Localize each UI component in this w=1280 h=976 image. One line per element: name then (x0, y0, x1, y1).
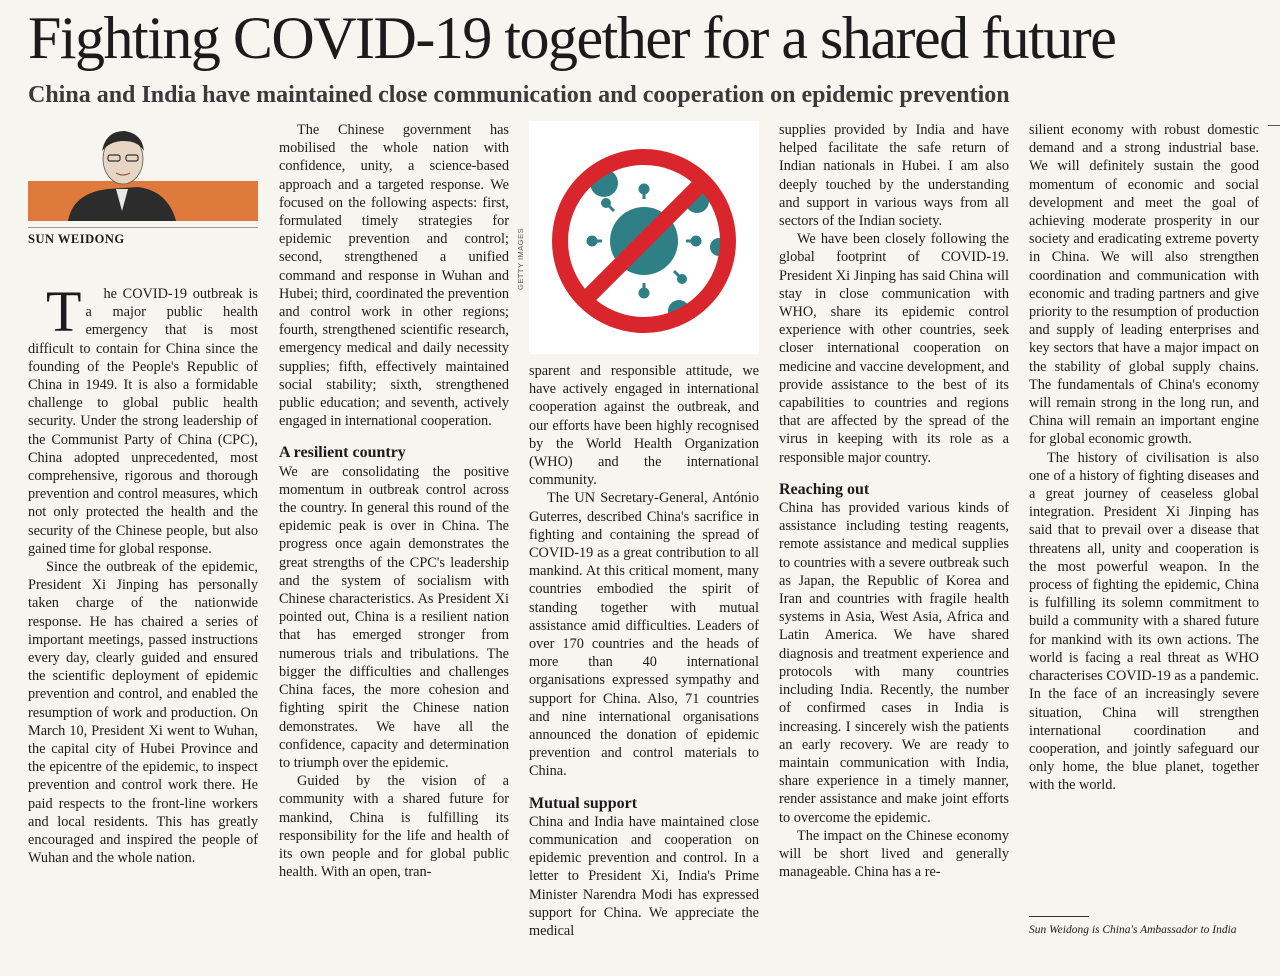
column-5 (1029, 121, 1259, 795)
column-4 (779, 121, 1009, 881)
paragraph: The history of civilisation is also one of a history of fighting diseases and a great journey of ceaseless global integration. President Xi Jinping has said that to prevail over a disease that threatens all, unity and cooperation is the most powerful weapon. In the process of fighting the epidemic, China is fulfilling its solemn commitment to build a community with a shared future for mankind with its own actions. The world is facing a real threat as WHO characterises COVID-19 as a pandemic. In the face of an increasingly severe situation, China will strengthen international coordination and cooperation, and jointly safeguard our only home, the blue planet, together with the world. (1029, 449, 1259, 794)
section-heading: Mutual support (529, 794, 638, 812)
photo-credit: GETTY IMAGES (516, 227, 525, 290)
paragraph: silient economy with robust domestic demand and a strong industrial base. We will definitely sustain the good momentum of economic and social development and meet the goal of achieving moderate prosperity in our society and eradicating extreme poverty in China. We will also strengthen coordination and communication with economic and trading partners and give priority to the resumption of production and supply of leading enterprises and key sectors that have a major impact on the stability of global supply chains. The fundamentals of China's economy will remain strong in the long run, and China will remain an important engine for global economic growth. (1029, 122, 1259, 448)
author-byline: SUN WEIDONG (28, 232, 125, 246)
drop-cap: T (46, 279, 82, 344)
paragraph: T he COVID-19 outbreak is a major public health emergency that is most difficult to contain for China since the founding of the People's Republic of China in 1949. It is also a formidable challenge to global public health security. Under the strong leadership of the Communist Party of China (CPC), China adopted unprecedented, most comprehensive, rigorous and thorough prevention and control measures, which not only protected the health and the security of the Chinese people, but also gained time for global response. (28, 279, 258, 557)
subheadline: China and India have maintained close communication and cooperation on epidemic prevention (28, 82, 1010, 108)
paragraph: sparent and responsible attitude, we have actively engaged in international cooperation against the outbreak, and our efforts have been highly recognised by the World Health Organization (WHO) and the international community. (529, 363, 759, 489)
paragraph: China has provided various kinds of assistance including testing reagents, remote assistance and medical supplies to countries with a severe outbreak such as Japan, the Republic of Korea and Iran and countries with fragile health systems in Asia, West Asia, Africa and Latin America. We have shared diagnosis and treatment experience and protocols with many countries including India. Recently, the number of confirmed cases in India is increasing. I sincerely wish the patients an early recovery. We are ready to maintain communication with India, share experience in a timely manner, render assistance and make joint efforts to overcome the epidemic. (779, 500, 1009, 826)
column-1 (28, 279, 258, 868)
section-heading: A resilient country (279, 444, 406, 462)
paragraph: The impact on the Chinese economy will be short lived and generally manageable. China has a re- (779, 827, 1009, 881)
paragraph: The UN Secretary-General, António Guterres, described China's sacrifice in fighting and containing the spread of COVID-19 as a great contribution to all mankind. At this critical moment, many countries embodied the spirit of standing together with mutual assistance amid difficulties. Leaders of over 170 countries and the heads of more than 40 international organisations expressed sympathy and support for China. Also, 71 countries and nine international organisations announced the donation of epidemic prevention and control materials to China. (529, 490, 759, 780)
paragraph: China and India have maintained close communication and cooperation on epidemic prevention and control. In a letter to President Xi, India's Prime Minister Narendra Modi has expressed support for China. We appreciate the medical (529, 813, 759, 940)
paragraph: supplies provided by India and have helped facilitate the safe return of Indian nationals in Hubei. I am also deeply touched by the understanding and support in various ways from all sectors of the Indian society. (779, 122, 1009, 230)
column-3 (529, 362, 759, 940)
paragraph: The Chinese government has mobilised the whole nation with confidence, unity, a science-based approach and a targeted response. We focused on the following aspects: first, formulated timely strategies for epidemic prevention and control; second, strengthened a unified command and response in Wuhan and Hubei; third, coordinated the prevention and control work in other regions; fourth, strengthened scientific research, emergency medical and daily necessity supplies; fifth, effectively maintained social stability; sixth, strengthened public education; and seventh, actively engaged in international cooperation. (279, 122, 509, 430)
paragraph: Guided by the vision of a community with a shared future for mankind, China is fulfilling its responsibility for the life and health of its own people and for global public health. With an open, tran- (279, 773, 509, 881)
headline: Fighting COVID-19 together for a shared future (28, 5, 1116, 71)
virus-prohibition-image (529, 121, 759, 354)
author-portrait (28, 121, 258, 221)
byline-rule (28, 227, 258, 228)
paragraph: We are consolidating the positive momentum in outbreak control across the country. In general this round of the epidemic peak is over in China. The progress once again demonstrates the great strengths of the CPC's leadership and the system of socialism with Chinese characteristics. As President Xi pointed out, China is a resilient nation that has emerged stronger from numerous trials and tribulations. The bigger the difficulties and challenges China faces, the more cohesion and fighting spirit the Chinese nation demonstrates. We have all the confidence, capacity and determination to triumph over the epidemic. (279, 463, 509, 771)
edge-mark (1268, 125, 1280, 126)
section-heading: Reaching out (779, 480, 870, 498)
paragraph: We have been closely following the global footprint of COVID-19. President Xi Jinping has said China will stay in close communication with WHO, share its epidemic control experience with other countries, seek closer international cooperation on medicine and vaccine development, and provide assistance to the best of its capabilities to countries and regions that are affected by the spread of the virus in keeping with its role as a responsible major country. (779, 231, 1009, 466)
column-2 (279, 121, 509, 881)
paragraph: Since the outbreak of the epidemic, President Xi Jinping has personally taken charge of the nationwide response. He has chaired a series of important meetings, passed instructions every day, clearly guided and ensured the scientific deployment of epidemic prevention and control, and enabled the resumption of work and production. On March 10, President Xi went to Wuhan, the capital city of Hubei Province and the epicentre of the epidemic, to inspect prevention and control work there. He paid respects to the front-line workers and local residents. This has greatly encouraged and inspired the people of Wuhan and the whole nation. (28, 559, 258, 867)
author-footnote: Sun Weidong is China's Ambassador to India (1029, 924, 1237, 936)
footnote-rule (1029, 916, 1089, 917)
